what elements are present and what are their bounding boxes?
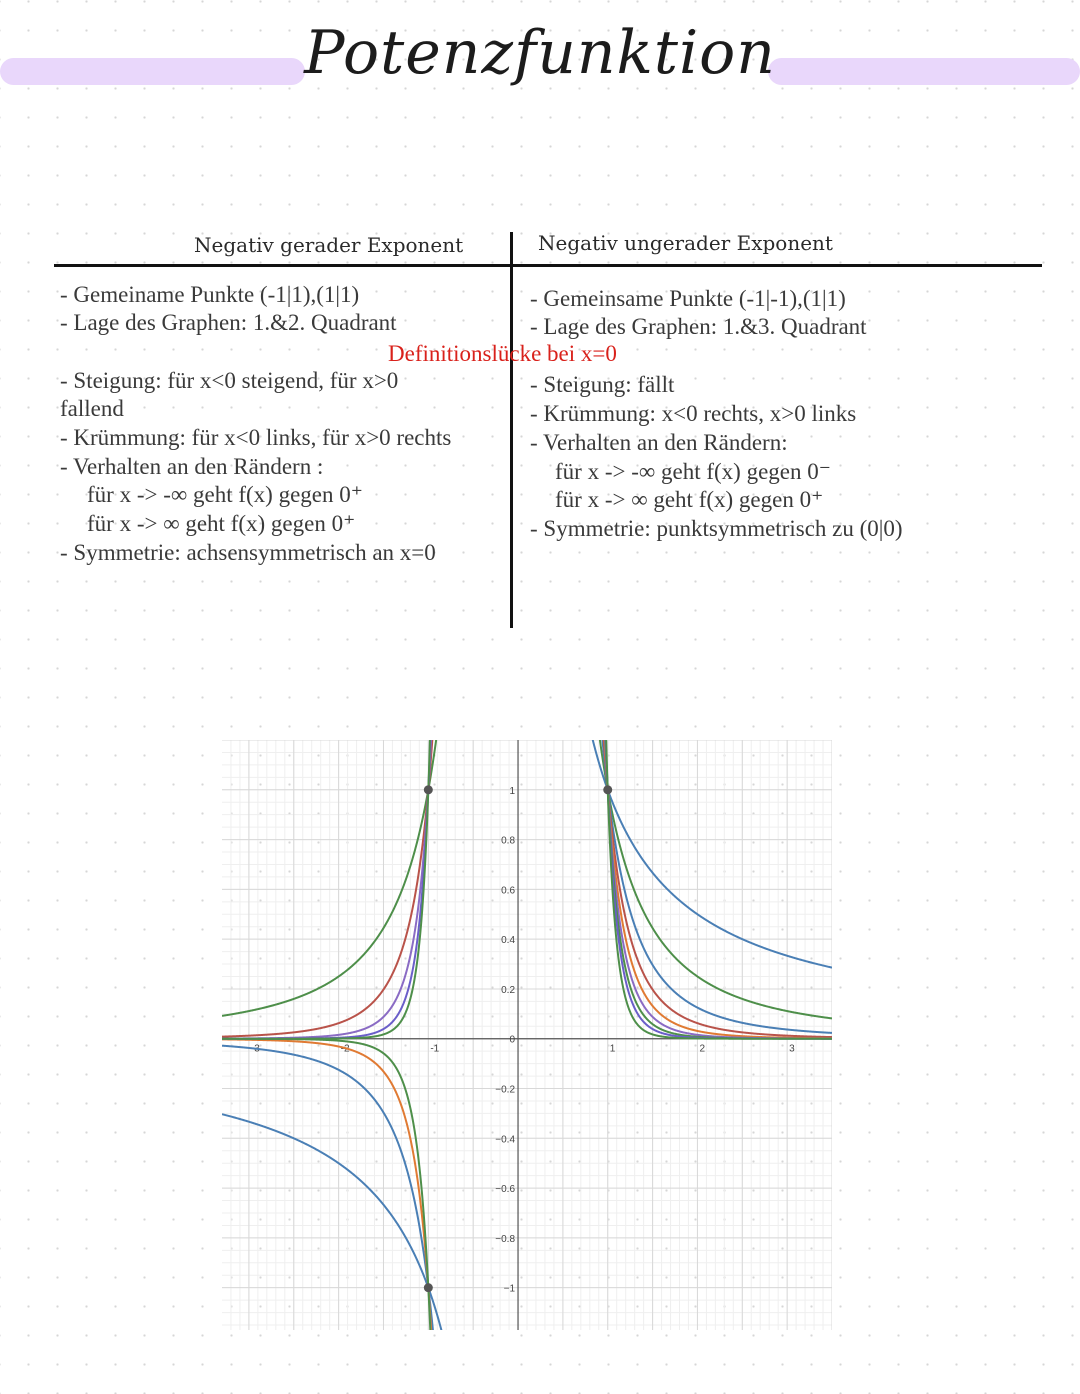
highlight-band-left bbox=[0, 58, 305, 85]
table-vertical-divider bbox=[510, 232, 513, 628]
power-function-graph bbox=[222, 740, 832, 1330]
right-symmetry: - Symmetrie: punktsymmetrisch zu (0|0) bbox=[530, 516, 903, 541]
y-tick-label: 0.6 bbox=[501, 885, 516, 897]
intersection-point bbox=[424, 785, 433, 794]
right-slope: - Steigung: fällt bbox=[530, 372, 675, 397]
y-tick-label: −0.2 bbox=[495, 1084, 516, 1096]
y-tick-label: 0 bbox=[509, 1034, 516, 1046]
left-graph-position: - Lage des Graphen: 1.&2. Quadrant bbox=[60, 310, 397, 335]
intersection-point bbox=[424, 1283, 433, 1292]
x-tick-label: 1 bbox=[609, 1043, 616, 1055]
left-edge-pos-inf: für x -> ∞ geht f(x) gegen 0⁺ bbox=[87, 511, 356, 536]
highlight-band-right bbox=[768, 58, 1080, 85]
left-curvature: - Krümmung: für x<0 links, für x>0 rechts bbox=[60, 425, 452, 450]
intersection-point bbox=[603, 785, 612, 794]
left-symmetry: - Symmetrie: achsensymmetrisch an x=0 bbox=[60, 540, 436, 565]
right-edge-neg-inf: für x -> -∞ geht f(x) gegen 0⁻ bbox=[555, 459, 831, 484]
y-tick-label: −0.4 bbox=[495, 1134, 516, 1146]
y-tick-label: 1 bbox=[509, 785, 516, 797]
function-curve bbox=[525, 740, 832, 968]
y-tick-label: −1 bbox=[503, 1283, 516, 1295]
left-edge-neg-inf: für x -> -∞ geht f(x) gegen 0⁺ bbox=[87, 482, 363, 507]
right-graph-position: - Lage des Graphen: 1.&3. Quadrant bbox=[530, 314, 867, 339]
right-common-points: - Gemeinsame Punkte (-1|-1),(1|1) bbox=[530, 286, 846, 311]
y-tick-label: 0.4 bbox=[501, 935, 516, 947]
function-curve bbox=[222, 1039, 511, 1330]
function-curve bbox=[222, 740, 511, 1037]
x-tick-label: -2 bbox=[340, 1043, 350, 1055]
left-common-points: - Gemeiname Punkte (-1|1),(1|1) bbox=[60, 282, 360, 307]
function-curve bbox=[222, 1114, 511, 1330]
x-tick-label: 3 bbox=[789, 1043, 795, 1055]
domain-gap-note: Definitionslücke bei x=0 bbox=[388, 341, 617, 366]
function-curve bbox=[222, 740, 511, 1016]
x-tick-label: -1 bbox=[430, 1043, 440, 1055]
x-tick-label: 2 bbox=[699, 1043, 706, 1055]
y-tick-label: 0.8 bbox=[501, 835, 516, 847]
right-curvature: - Krümmung: x<0 rechts, x>0 links bbox=[530, 401, 857, 426]
y-tick-label: −0.6 bbox=[495, 1184, 516, 1196]
x-tick-label: -3 bbox=[250, 1043, 260, 1055]
left-slope-cont: fallend bbox=[60, 396, 124, 421]
left-column-header: Negativ gerader Exponent bbox=[194, 233, 464, 257]
y-tick-label: 0.2 bbox=[501, 984, 516, 996]
left-edge-behavior: - Verhalten an den Rändern : bbox=[60, 454, 324, 479]
y-tick-label: −0.8 bbox=[495, 1233, 516, 1245]
right-edge-behavior: - Verhalten an den Rändern: bbox=[530, 430, 788, 455]
right-edge-pos-inf: für x -> ∞ geht f(x) gegen 0⁺ bbox=[555, 487, 824, 512]
table-horizontal-divider bbox=[54, 264, 1042, 267]
page-title: Potenzfunktion bbox=[304, 18, 776, 88]
right-column-header: Negativ ungerader Exponent bbox=[538, 231, 833, 255]
left-slope: - Steigung: für x<0 steigend, für x>0 bbox=[60, 368, 399, 393]
function-curve bbox=[525, 740, 832, 1037]
